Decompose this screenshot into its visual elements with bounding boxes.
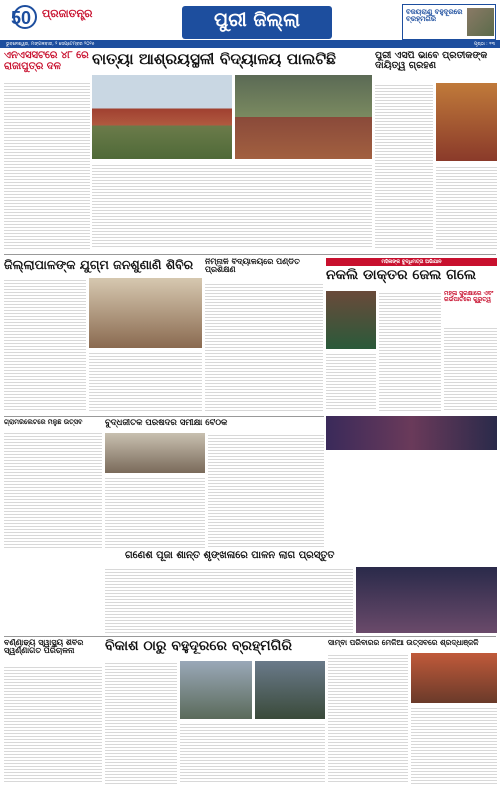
story-12	[328, 639, 497, 784]
story-9-photo-1	[326, 416, 497, 450]
story-8	[105, 419, 324, 549]
story-12-body-right	[411, 706, 497, 784]
story-11-body-right	[180, 722, 325, 784]
anniversary-50-logo-icon	[5, 3, 41, 31]
story-9-photo-2	[356, 567, 497, 633]
story-6-body-mid	[379, 291, 441, 411]
story-9	[326, 416, 497, 549]
promo-box	[402, 4, 496, 40]
story-3	[375, 51, 497, 251]
story-11	[105, 639, 325, 784]
story-3-body-right	[436, 165, 497, 249]
story-12-body-left	[328, 653, 408, 784]
story-10-headline: ବର୍ଣ୍ଣାଢ୍ୟ ସ୍ୱାସ୍ଥ୍ୟ ଶିବିର ସ୍ୱର୍ଣ୍ଣାଗତ ପରିଚାଳନା	[4, 639, 84, 656]
story-2	[92, 51, 372, 251]
row-divider-2	[4, 416, 324, 417]
story-9-main	[105, 551, 497, 633]
story-8-headline: ବୁଦ୍ଧଜୀତିକ ପରିଷଦର ସମୀକ୍ଷା ବୈଠକ	[105, 419, 228, 428]
story-4-body-right	[89, 351, 202, 411]
story-3-photo	[436, 83, 497, 161]
story-2-photo-2	[235, 75, 372, 159]
story-1-headline: ଏନଏସସିଟିରେ ୪୮ ରେ ରାଜାପୁତ୍ର ଦଳ	[4, 51, 89, 72]
story-1	[4, 51, 90, 251]
story-12-headline: ସାମ୍ବା ପରିବାରର ମେଳିଆ ଉତ୍ସବରେ ଶ୍ରଦ୍ଧାଞ୍ଜଳି	[328, 639, 479, 647]
story-3-headline: ପୁରୀ ଏସପି ଭାବେ ପ୍ରତୀକଙ୍କ ଦାୟିତ୍ୱ ଗ୍ରହଣ	[375, 51, 488, 71]
paper-name: ପ୍ରଜାତନ୍ତ୍ର	[42, 8, 93, 20]
story-7-body	[4, 431, 102, 549]
story-11-photo-2	[255, 661, 325, 719]
story-5	[205, 258, 323, 413]
dateline-bar	[0, 40, 500, 48]
story-5-headline: ନିମ୍ନାଳି ବିଦ୍ୟାଳୟରେ ପଣ୍ଡିତ ପ୍ରଶିକ୍ଷଣ	[205, 258, 300, 275]
story-4	[4, 258, 202, 413]
story-10	[4, 639, 102, 784]
story-1-body	[4, 81, 90, 249]
story-6-body-right	[444, 326, 497, 411]
story-6-body-left	[326, 352, 376, 411]
story-10-body	[4, 665, 102, 784]
story-5-body	[205, 282, 323, 411]
story-11-headline: ବିକାଶ ଠାରୁ ବହୁଦୂରରେ ବ୍ରହ୍ମଗିରି	[105, 639, 293, 654]
story-8-body-left	[105, 476, 205, 549]
story-6-kicker: ମହିଳାଙ୍କ ବୁଦ୍ଧିମତ୍ତା ଅଭିଯାନ	[326, 258, 497, 266]
story-6	[326, 258, 497, 413]
story-9-headline: ଗଣେଶ ପୂଜା ଶାନ୍ତି ଶୃଙ୍ଖଳାରେ ପାଳନ ଲାଗି ପ୍ରସ୍ତୁତି	[125, 551, 335, 561]
promo-text: ବିଜୟରାଣୁ ବହୁଦୂରରେ ବ୍ରହ୍ମଗିରି	[406, 9, 463, 24]
story-11-photo-1	[180, 661, 252, 719]
logo-number: 50	[11, 8, 32, 28]
row-divider-1	[4, 254, 496, 255]
story-4-headline: ଜିଲ୍ଲାପାଳଙ୍କ ଯୁଗ୍ମ ଜନଶୁଣାଣି ଶିବିର	[4, 258, 194, 272]
section-title: ପୁରୀ ଜିଲ୍ଲା	[214, 11, 300, 31]
story-9-body	[105, 567, 353, 633]
story-6-quote: ମହିଳା ସୁରକ୍ଷାରେ ଏବଂ ଗର୍ଭପାତରେ ଗୁରୁତ୍ୱ	[444, 291, 494, 304]
story-2-photo-1	[92, 75, 232, 159]
story-7	[4, 419, 102, 549]
story-3-body-left	[375, 83, 433, 249]
story-6-photo	[326, 291, 376, 349]
story-4-photo	[89, 278, 202, 348]
story-4-body-left	[4, 278, 86, 411]
page-label: ପୃଷ୍ଠା : ୧୩	[474, 42, 495, 47]
story-7-headline: ଗ୍ରାମରିଲେଟରେ ମିଳୁଛି ଉତ୍ସବ	[4, 419, 83, 426]
story-8-body-right	[208, 433, 324, 549]
promo-photo	[467, 8, 494, 36]
story-6-headline: ନକଲି ଡାକ୍ତର ଜେଲ ଗଲେ	[326, 268, 477, 283]
section-title-box	[182, 6, 332, 39]
masthead	[0, 0, 500, 48]
story-8-photo	[105, 433, 205, 473]
story-11-body-left	[105, 661, 177, 784]
story-2-headline: ବାତ୍ୟା ଆଶ୍ରୟସ୍ଥଳୀ ବିଦ୍ୟାଳୟ ପାଲଟିଛି	[92, 51, 336, 68]
row-divider-3	[4, 636, 496, 637]
story-2-body	[92, 163, 372, 249]
story-12-photo	[411, 653, 497, 703]
dateline: ଭୁବନେଶ୍ୱର, ମଙ୍ଗଳବାର, ୨ ସେପ୍ଟେମ୍ବର ୨୦୨୫	[6, 42, 95, 47]
